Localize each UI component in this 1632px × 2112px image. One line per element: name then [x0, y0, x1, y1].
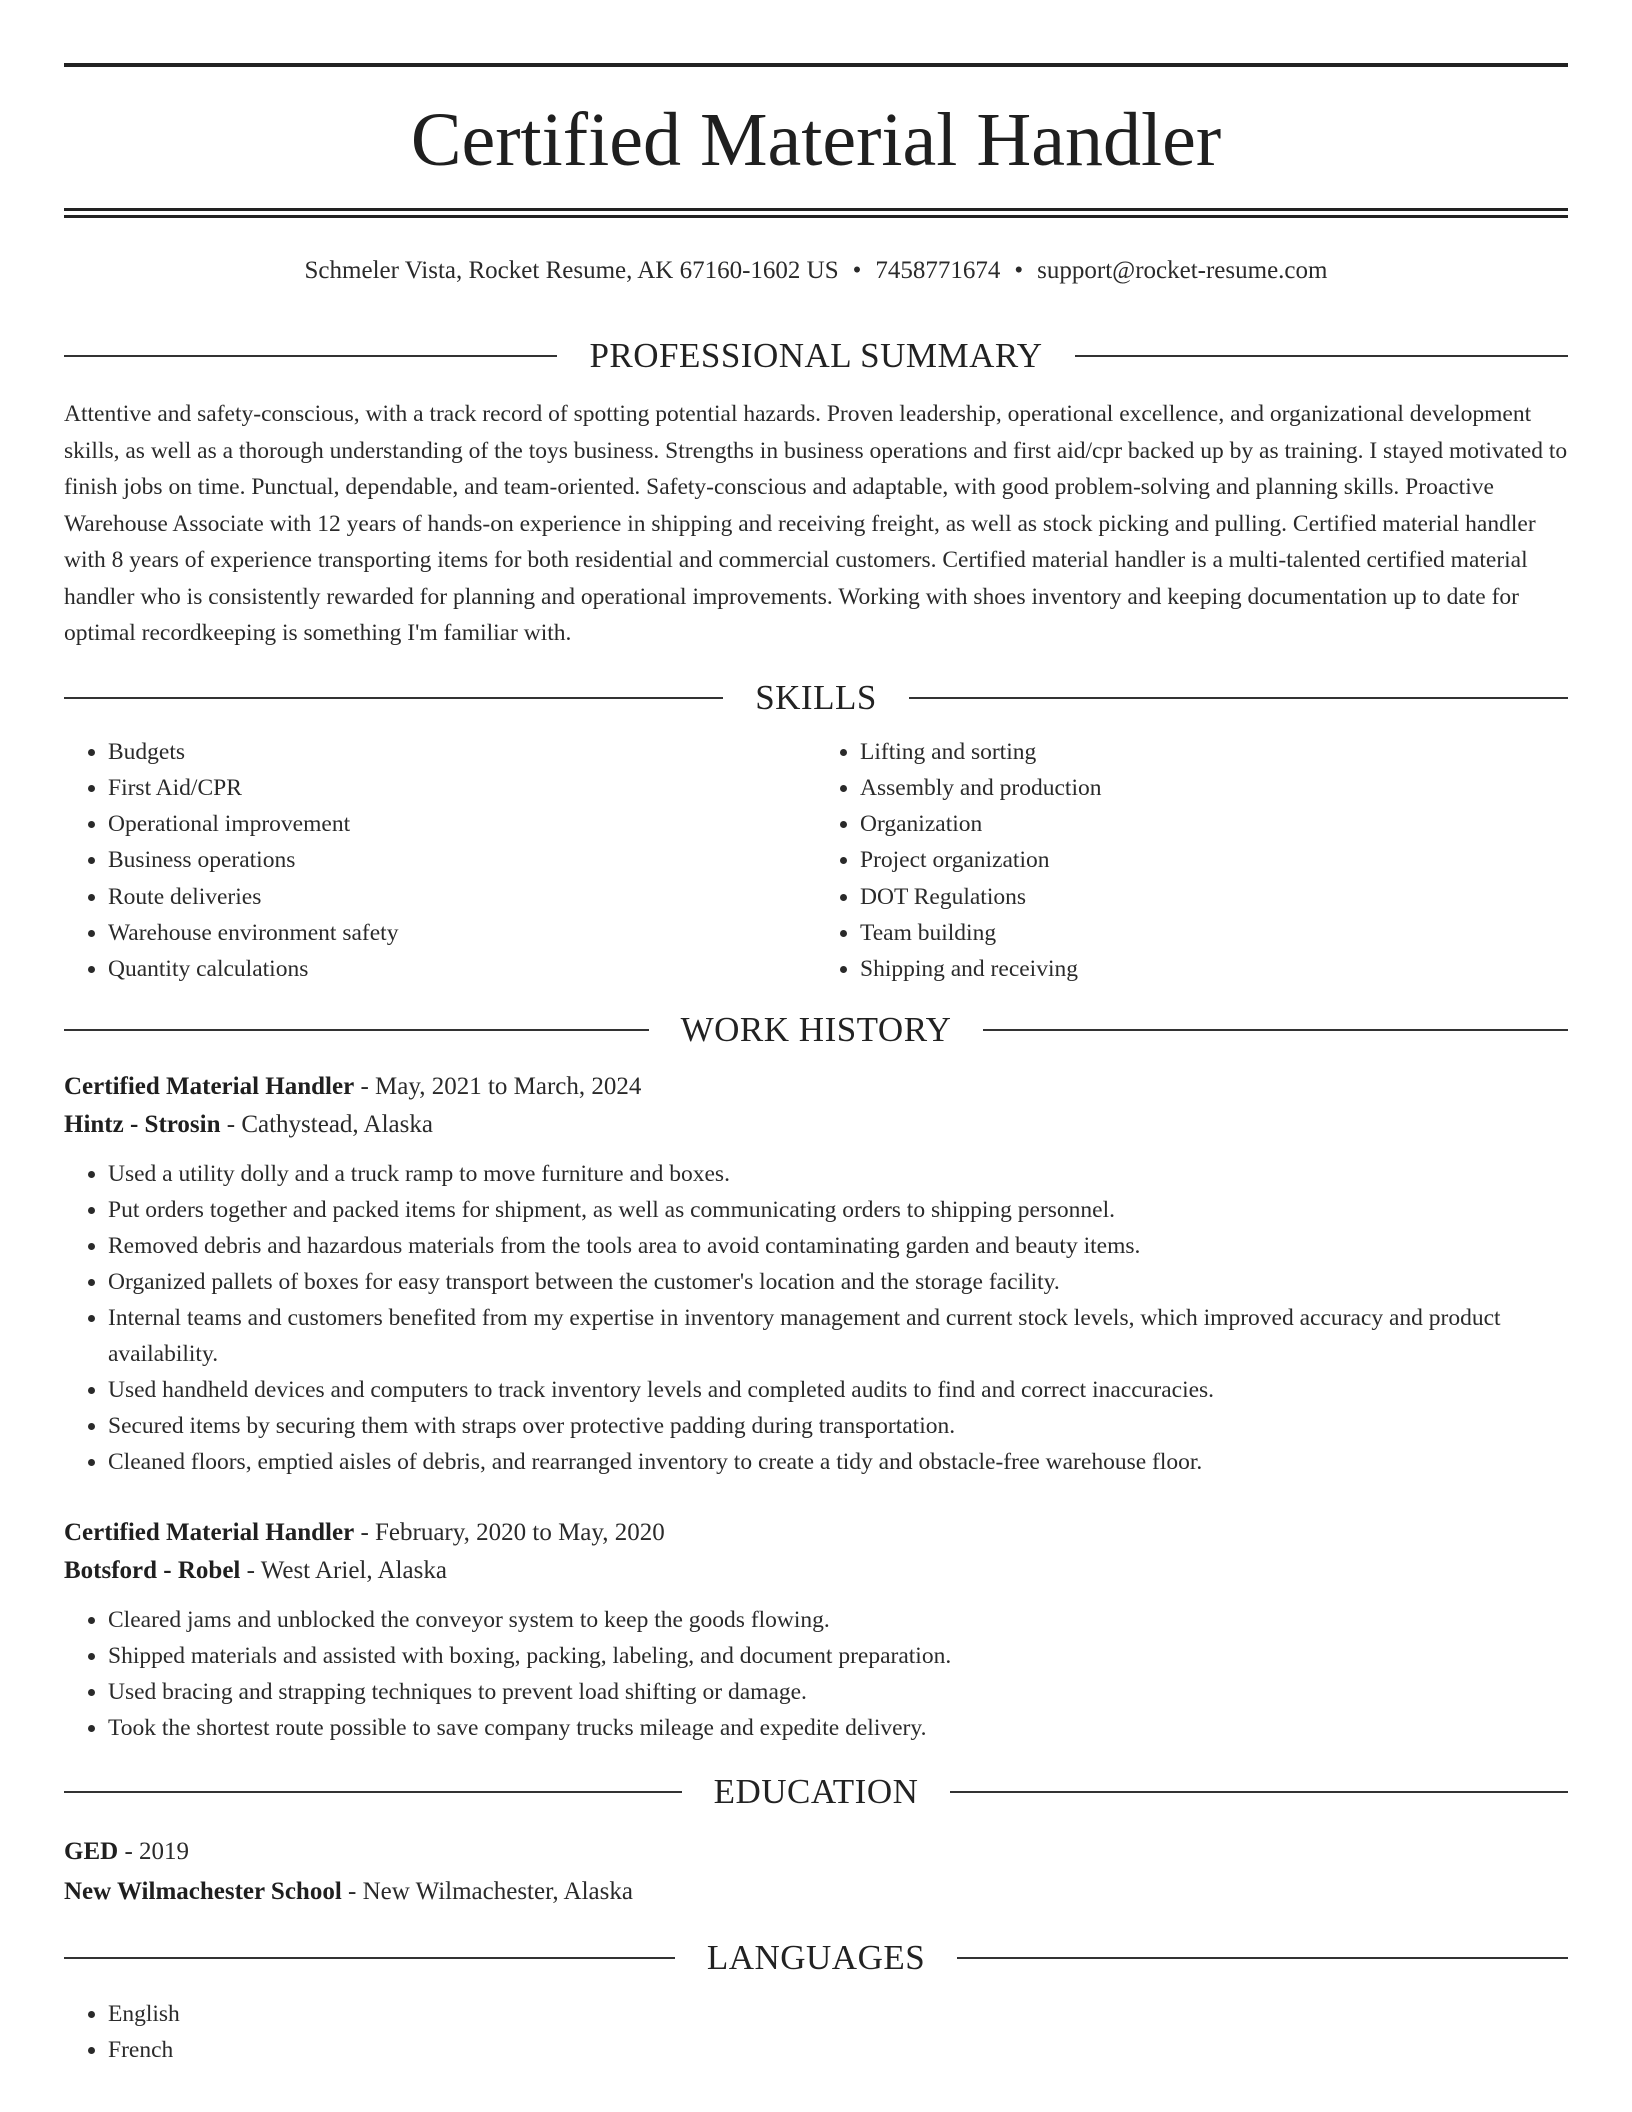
contact-line [64, 254, 1568, 288]
skills-column-left [64, 734, 816, 988]
education-degree-line [64, 1832, 1568, 1872]
skill-item: • Shipping and receiving [860, 951, 1568, 987]
skill-item: • Operational improvement [108, 806, 816, 842]
section-heading-work [64, 1002, 1568, 1058]
heading-rule [909, 697, 1568, 699]
heading-rule [983, 1029, 1568, 1031]
section-title: LANGUAGES [706, 1937, 926, 1977]
job-entry [64, 1068, 1568, 1480]
skill-item: • Project organization [860, 842, 1568, 878]
job-title-line [64, 1514, 1568, 1552]
skill-item: • DOT Regulations [860, 879, 1568, 915]
job-bullet: • Cleaned floors, emptied aisles of debris, and rearranged inventory to create a tidy and obstacle-free warehouse floor. [108, 1444, 1568, 1480]
job-location: - West Ariel, Alaska [240, 1556, 447, 1584]
heading-rule [64, 355, 557, 357]
job-bullet: • Took the shortest route possible to save company trucks mileage and expedite delivery. [108, 1710, 1568, 1746]
education-year: - 2019 [118, 1837, 190, 1865]
job-bullet: • Used handheld devices and computers to track inventory levels and completed audits to find and correct inaccuracies. [108, 1372, 1568, 1408]
job-bullets [64, 1156, 1568, 1480]
skill-item: • Team building [860, 915, 1568, 951]
job-bullet: • Used bracing and strapping techniques to prevent load shifting or damage. [108, 1674, 1568, 1710]
section-heading-education [64, 1764, 1568, 1820]
job-company: Botsford - Robel [64, 1556, 241, 1584]
education-school: New Wilmachester School [64, 1877, 342, 1905]
section-title: PROFESSIONAL SUMMARY [589, 336, 1043, 375]
skill-item: • Assembly and production [860, 770, 1568, 806]
contact-separator: • [852, 257, 862, 284]
skill-item: • Lifting and sorting [860, 734, 1568, 770]
heading-rule [64, 1029, 649, 1031]
top-rule [64, 63, 1568, 67]
skills-column-right [816, 734, 1568, 988]
job-location: - Cathystead, Alaska [220, 1110, 433, 1138]
work-history [64, 1068, 1568, 1746]
education-location: - New Wilmachester, Alaska [341, 1877, 633, 1905]
skill-item: • Route deliveries [108, 879, 816, 915]
job-bullet: • Organized pallets of boxes for easy transport between the customer's location and the storage facility. [108, 1264, 1568, 1300]
job-bullet: • Cleared jams and unblocked the conveyor system to keep the goods flowing. [108, 1602, 1568, 1638]
job-bullet: • Put orders together and packed items for shipment, as well as communicating orders to shipping personnel. [108, 1192, 1568, 1228]
skill-item: • First Aid/CPR [108, 770, 816, 806]
job-company: Hintz - Strosin [64, 1110, 221, 1138]
heading-rule [64, 697, 723, 699]
language-item: • French [108, 2032, 1568, 2068]
heading-rule [950, 1791, 1568, 1793]
job-bullets [64, 1602, 1568, 1746]
job-role: Certified Material Handler [64, 1072, 355, 1100]
education-degree: GED [64, 1837, 119, 1865]
section-title: SKILLS [755, 677, 877, 717]
job-entry [64, 1514, 1568, 1746]
contact-separator: • [1014, 257, 1024, 284]
skills-list [64, 734, 1568, 988]
heading-rule [957, 1957, 1568, 1959]
heading-rule [64, 1791, 682, 1793]
section-title: WORK HISTORY [680, 1009, 952, 1049]
contact-email: support@rocket-resume.com [1037, 257, 1328, 284]
skill-item: • Business operations [108, 842, 816, 878]
education-school-line [64, 1872, 1568, 1912]
job-company-line [64, 1106, 1568, 1144]
job-title-line [64, 1068, 1568, 1106]
heading-rule [1075, 355, 1568, 357]
double-rule [64, 208, 1568, 218]
skill-item: • Organization [860, 806, 1568, 842]
job-dates: - February, 2020 to May, 2020 [354, 1518, 665, 1546]
job-role: Certified Material Handler [64, 1518, 355, 1546]
job-dates: - May, 2021 to March, 2024 [354, 1072, 642, 1100]
job-bullet: • Internal teams and customers benefited from my expertise in inventory management and current stock levels, which improved accuracy and product availability. [108, 1300, 1568, 1372]
job-bullet: • Secured items by securing them with straps over protective padding during transportation. [108, 1408, 1568, 1444]
section-heading-skills [64, 670, 1568, 726]
job-company-line [64, 1552, 1568, 1590]
contact-phone: 7458771674 [875, 257, 1001, 284]
section-heading-languages [64, 1930, 1568, 1986]
section-title: EDUCATION [713, 1771, 919, 1811]
job-bullet: • Removed debris and hazardous materials from the tools area to avoid contaminating garden and beauty items. [108, 1228, 1568, 1264]
skill-item: • Warehouse environment safety [108, 915, 816, 951]
resume-content [64, 328, 1568, 2068]
skill-item: • Quantity calculations [108, 951, 816, 987]
languages-list [64, 1996, 1568, 2068]
summary-text: Attentive and safety-conscious, with a track record of spotting potential hazards. Proven leadership, operational excellence, and organizational development skills, as well as a thorough understanding of the toys business. Strengths in business operations and first aid/cpr backed up by as training. I stayed motivated to finish jobs on time. Punctual, dependable, and team-oriented. Safety-conscious and adaptable, with good problem-solving and planning skills. Proactive Warehouse Associate with 12 years of hands-on experience in shipping and receiving freight, as well as stock picking and pulling. Certified material handler with 8 years of experience transporting items for both residential and commercial customers. Certified material handler is a multi-talented certified material handler who is consistently rewarded for planning and operational improvements. Working with shoes inventory and keeping documentation up to date for optimal recordkeeping is something I'm familiar with. [64, 401, 1568, 646]
contact-address: Schmeler Vista, Rocket Resume, AK 67160-1602 US [304, 257, 839, 284]
section-heading-summary [64, 328, 1568, 384]
job-bullet: • Used a utility dolly and a truck ramp to move furniture and boxes. [108, 1156, 1568, 1192]
heading-rule [64, 1957, 675, 1959]
skill-item: • Budgets [108, 734, 816, 770]
job-bullet: • Shipped materials and assisted with boxing, packing, labeling, and document preparation. [108, 1638, 1568, 1674]
education-entry [64, 1832, 1568, 1912]
language-item: • English [108, 1996, 1568, 2032]
resume-name: Certified Material Handler [410, 98, 1222, 182]
